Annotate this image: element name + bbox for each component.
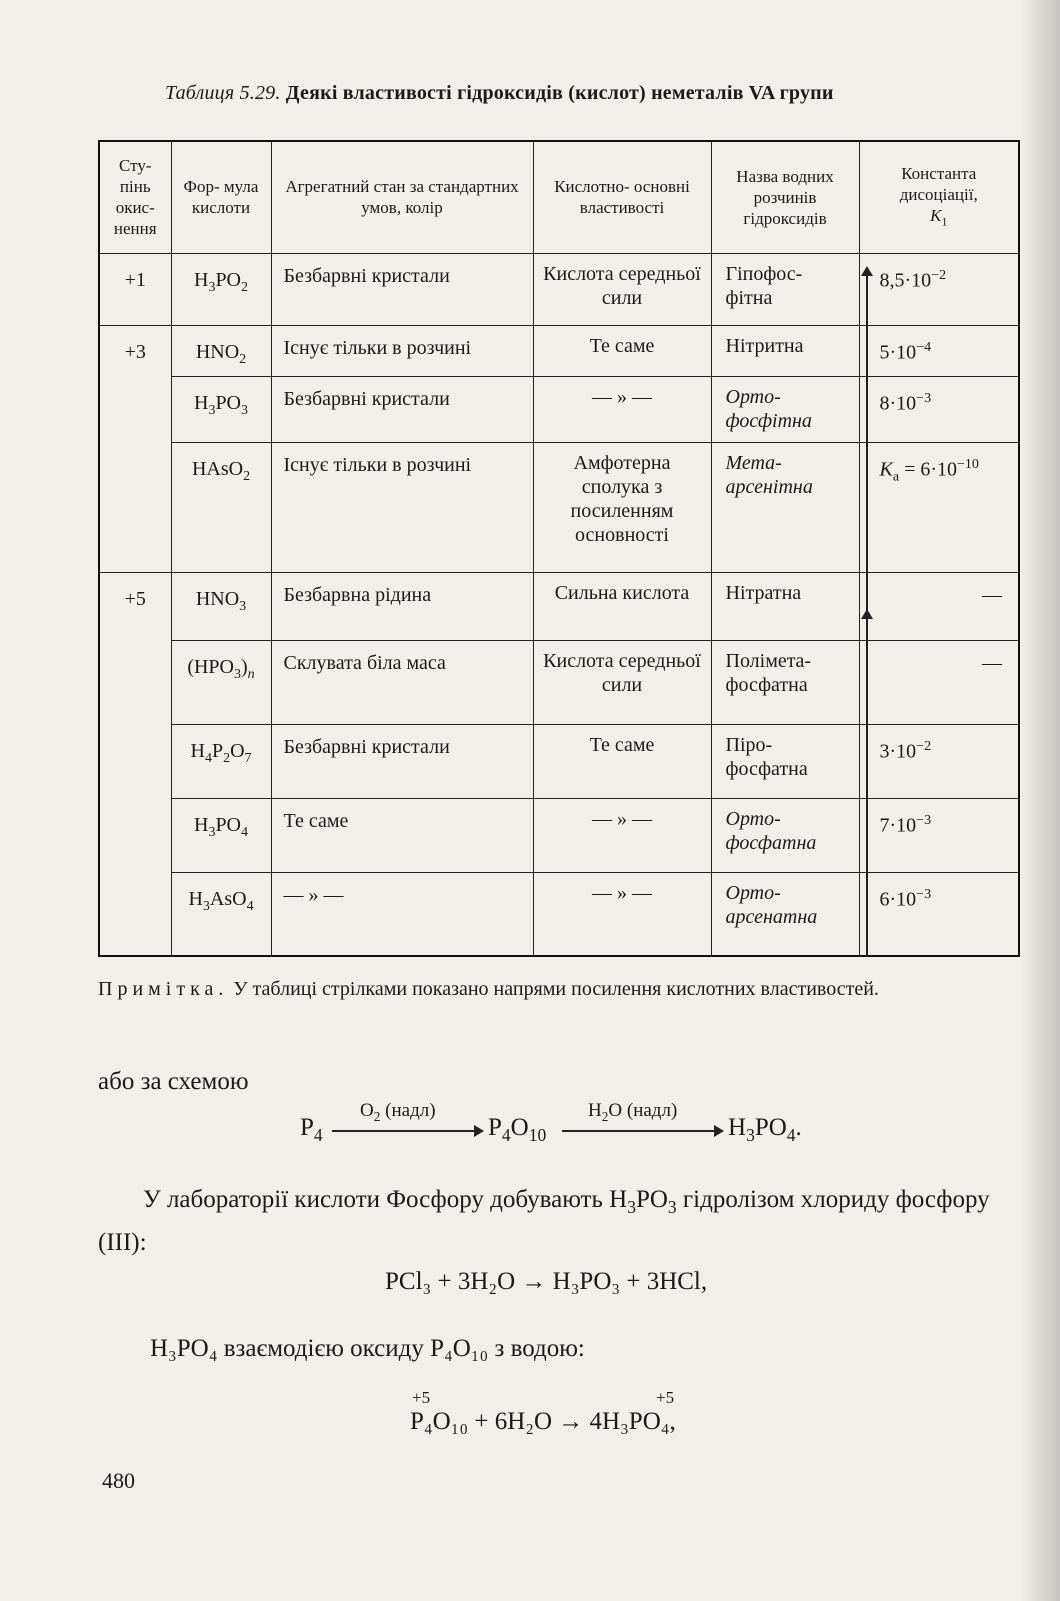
cell-acid-base: — » — — [533, 872, 711, 956]
equation-oxide-water: P₄O₁₀ + 6H₂O → 4H₃PO₄, — [410, 1408, 676, 1435]
cell-solution-name: Поліметa- фосфатна — [711, 640, 859, 724]
header-name: Назва водних розчинів гідроксидів — [711, 141, 859, 253]
cell-solution-name: Мета- арсенітна — [711, 442, 859, 572]
page-edge-shadow — [1020, 0, 1060, 1601]
equation-hydrolysis: PCl₃ + 3H₂O → H₃PO₃ + 3HCl, — [385, 1268, 708, 1295]
page-number: 480 — [102, 1468, 135, 1493]
cell-state: Безбарвні кристали — [271, 253, 533, 325]
cell-solution-name: Гіпофос- фітна — [711, 253, 859, 325]
cell-dissociation-constant: $5\cdot 10^{-4}$ — [859, 325, 1019, 376]
table-caption — [165, 82, 965, 105]
table-row — [99, 872, 1019, 956]
cell-acid-base: Те саме — [533, 325, 711, 376]
table-row — [99, 376, 1019, 442]
cell-state: Безбарвні кристали — [271, 724, 533, 798]
caption-title: Деякі властивості гідроксидів (кислот) неметалів VA групи — [285, 82, 834, 104]
table-row — [99, 253, 1019, 325]
note-text: У таблиці стрілками показано напрями посилення кислотних властивостей. — [233, 978, 879, 1000]
table-note — [98, 975, 1023, 1003]
header-acid-base: Кислотно- основні властивості — [533, 141, 711, 253]
header-constant: Константа дисоціації, $K_1$ — [859, 141, 1019, 253]
cell-formula: $H_4P_2O_7$ — [171, 724, 271, 798]
header-state: Агрегатний стан за стандартних умов, колір — [271, 141, 533, 253]
table-row — [99, 442, 1019, 572]
paragraph-oxide: H₃PO₄ взаємодією оксиду P₄O₁₀ з водою: — [150, 1335, 585, 1362]
cell-solution-name: Нітритна — [711, 325, 859, 376]
cell-formula: $HNO_3$ — [171, 572, 271, 640]
cell-acid-base: Кислота середньої сили — [533, 640, 711, 724]
scheme-label-1: $O_2$ (надл) — [360, 1100, 436, 1124]
cell-dissociation-constant: $3\cdot 10^{-2}$ — [859, 724, 1019, 798]
caption-label: Таблиця 5.29. — [165, 82, 281, 104]
cell-oxidation: +3 — [99, 325, 171, 572]
table-row — [99, 724, 1019, 798]
header-formula: Фор- мула кислоти — [171, 141, 271, 253]
cell-dissociation-constant: $K_a = 6\cdot 10^{-10}$ — [859, 442, 1019, 572]
cell-formula: $(HPO_3)_n$ — [171, 640, 271, 724]
cell-solution-name: Орто- арсенатна — [711, 872, 859, 956]
cell-acid-base: Те саме — [533, 724, 711, 798]
cell-solution-name: Нітратна — [711, 572, 859, 640]
cell-state: — » — — [271, 872, 533, 956]
header-oxidation: Сту- пінь окис- нення — [99, 141, 171, 253]
table-header-row — [99, 141, 1019, 253]
cell-dissociation-constant: — — [859, 640, 1019, 724]
oxidation-mark-1: +5 — [412, 1388, 431, 1407]
cell-state: Існує тільки в розчині — [271, 325, 533, 376]
cell-formula: $H_3PO_3$ — [171, 376, 271, 442]
cell-dissociation-constant: $8\cdot 10^{-3}$ — [859, 376, 1019, 442]
table-row — [99, 798, 1019, 872]
note-label: Примітка. — [98, 978, 229, 1000]
table-row — [99, 572, 1019, 640]
scheme-label-2: $H_2O$ (надл) — [588, 1100, 678, 1124]
cell-formula: $H_3PO_2$ — [171, 253, 271, 325]
scheme-arrow-1 — [332, 1130, 482, 1132]
cell-dissociation-constant: — — [859, 572, 1019, 640]
cell-acid-base: — » — — [533, 376, 711, 442]
cell-formula: $HNO_2$ — [171, 325, 271, 376]
cell-state: Безбарвні кристали — [271, 376, 533, 442]
cell-acid-base: Сильна кислота — [533, 572, 711, 640]
cell-acid-base: Кислота середньої сили — [533, 253, 711, 325]
paragraph-scheme-intro: або за схемою — [98, 1068, 249, 1095]
table-row — [99, 640, 1019, 724]
cell-acid-base: — » — — [533, 798, 711, 872]
properties-table — [98, 140, 1020, 957]
scheme-p4: $P_4$ — [300, 1114, 323, 1145]
cell-solution-name: Орто- фосфатна — [711, 798, 859, 872]
cell-oxidation: +1 — [99, 253, 171, 325]
cell-state: Існує тільки в розчині — [271, 442, 533, 572]
cell-dissociation-constant: $8,5\cdot 10^{-2}$ — [859, 253, 1019, 325]
reaction-scheme — [300, 1100, 860, 1150]
cell-state: Те саме — [271, 798, 533, 872]
cell-state: Безбарвна рідина — [271, 572, 533, 640]
cell-dissociation-constant: $7\cdot 10^{-3}$ — [859, 798, 1019, 872]
cell-acid-base: Амфотерна сполука з посиленням основності — [533, 442, 711, 572]
cell-dissociation-constant: $6\cdot 10^{-3}$ — [859, 872, 1019, 956]
cell-solution-name: Піро- фосфатна — [711, 724, 859, 798]
cell-oxidation: +5 — [99, 572, 171, 956]
scheme-h3po4: $H_3PO_4$. — [728, 1114, 802, 1145]
cell-solution-name: Орто- фосфітна — [711, 376, 859, 442]
paragraph-lab: У лабораторії кислоти Фосфору добувають $H_3PO_3$ гідролізом хлориду фосфору (III): — [98, 1186, 990, 1256]
oxidation-mark-2: +5 — [656, 1388, 675, 1407]
table-row — [99, 325, 1019, 376]
scheme-p4o10: $P_4O_{10}$ — [488, 1114, 547, 1145]
scheme-arrow-2 — [562, 1130, 722, 1132]
cell-formula: $H_3PO_4$ — [171, 798, 271, 872]
cell-state: Склувата біла маса — [271, 640, 533, 724]
cell-formula: $H_3AsO_4$ — [171, 872, 271, 956]
cell-formula: HAsO$_2$ — [171, 442, 271, 572]
